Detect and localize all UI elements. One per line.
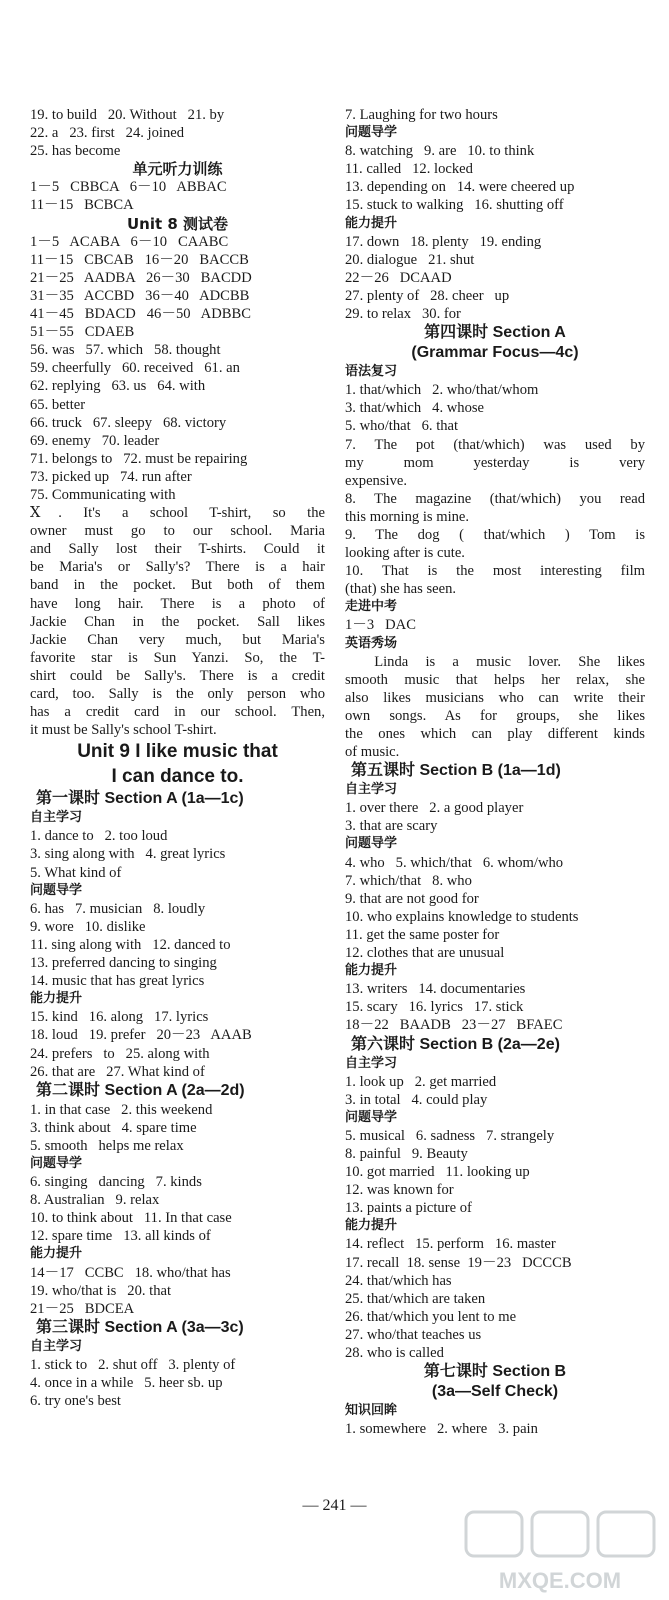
- paragraph-line: shirt could be Sally's. There is a credit: [30, 667, 325, 684]
- answer-line: 7. which/that 8. who: [345, 872, 472, 889]
- answer-line: 8. painful 9. Beauty: [345, 1145, 468, 1162]
- answer-line: 10. who explains knowledge to students: [345, 908, 579, 925]
- section-label: 知识回眸: [345, 1403, 398, 1419]
- paragraph-line: looking after is cute.: [345, 545, 465, 562]
- answer-line: 13. paints a picture of: [345, 1200, 472, 1217]
- answer-line: 27. who/that teaches us: [345, 1326, 482, 1343]
- answer-line: 1－3 DAC: [345, 617, 416, 634]
- section-label: 英语秀场: [345, 635, 398, 651]
- answer-line: 1. somewhere 2. where 3. pain: [345, 1421, 538, 1438]
- answer-line: 12. spare time 13. all kinds of: [30, 1228, 211, 1245]
- section-label: 自主学习: [30, 810, 83, 826]
- answer-line: 14－17 CCBC 18. who/that has: [30, 1264, 231, 1281]
- answer-line: 9. that are not good for: [345, 890, 479, 907]
- answer-line: 6. singing dancing 7. kinds: [30, 1174, 202, 1191]
- answer-line: 22. a 23. first 24. joined: [30, 125, 185, 142]
- paragraph: [345, 653, 645, 762]
- paragraph-line: my mom yesterday is very: [345, 454, 645, 471]
- paragraph: [345, 436, 645, 490]
- answer-line: 17. down 18. plenty 19. ending: [345, 233, 542, 250]
- answer-line: 27. plenty of 28. cheer up: [345, 287, 510, 304]
- paragraph-line: expensive.: [345, 472, 408, 489]
- paragraph-line: band in the pocket. But both of them: [30, 577, 325, 594]
- answer-line: 3. in total 4. could play: [345, 1091, 488, 1108]
- paragraph-line: owner must go to our school. Maria: [30, 523, 325, 540]
- unit-title: I can dance to.: [111, 766, 244, 788]
- answer-line: 1－5 CBBCA 6－10 ABBAC: [30, 179, 227, 196]
- answer-line: 71. belongs to 72. must be repairing: [30, 450, 248, 467]
- paragraph-line: it must be Sally's school T-shirt.: [30, 722, 217, 739]
- answer-line: 62. replying 63. us 64. with: [30, 378, 206, 395]
- section-label: 语法复习: [345, 364, 398, 380]
- answer-line: 17. recall 18. sense 19－23 DCCCB: [345, 1254, 572, 1271]
- lesson-heading: (Grammar Focus—4c): [411, 344, 579, 362]
- answer-line: 15. scary 16. lyrics 17. stick: [345, 999, 524, 1016]
- answer-line: 14. reflect 15. perform 16. master: [345, 1236, 556, 1253]
- answer-line: 29. to relax 30. for: [345, 306, 461, 323]
- answer-line: 3. that/which 4. whose: [345, 400, 485, 417]
- answer-line: 20. dialogue 21. shut: [345, 251, 475, 268]
- lesson-heading: 第七课时 Section B: [423, 1363, 567, 1381]
- answer-line: 31－35 ACCBD 36－40 ADCBB: [30, 287, 250, 304]
- lesson-heading: 第四课时 Section A: [424, 324, 566, 342]
- paragraph-line: (that) she has seen.: [345, 581, 457, 598]
- lesson-heading: 第五课时 Section B (1a—1d): [351, 762, 561, 780]
- paragraph-line: be Maria's or Sally's? There is a hair: [30, 559, 325, 576]
- section-label: 能力提升: [30, 1246, 83, 1262]
- unit-title: Unit 9 I like music that: [77, 741, 278, 763]
- answer-line: 15. kind 16. along 17. lyrics: [30, 1009, 209, 1026]
- answer-line: 25. has become: [30, 143, 121, 160]
- answer-line: 4. once in a while 5. heer sb. up: [30, 1375, 223, 1391]
- section-label: 问题导学: [30, 882, 83, 898]
- answer-line: 1. dance to 2. too loud: [30, 828, 168, 845]
- lesson-heading: 第一课时 Section A (1a—1c): [36, 790, 244, 808]
- watermark-logo: [458, 1508, 663, 1596]
- answer-line: 5. smooth helps me relax: [30, 1137, 184, 1154]
- section-label: 能力提升: [345, 215, 398, 231]
- answer-line: 6. has 7. musician 8. loudly: [30, 900, 206, 917]
- paragraph-line: own songs. As for groups, she likes: [345, 707, 645, 724]
- answer-line: 26. that/which you lent to me: [345, 1308, 517, 1325]
- section-label: 能力提升: [30, 991, 83, 1007]
- answer-line: 11－15 BCBCA: [30, 197, 134, 214]
- answer-line: 56. was 57. which 58. thought: [30, 342, 221, 359]
- answer-line: 8. Australian 9. relax: [30, 1192, 160, 1209]
- answer-line: 66. truck 67. sleepy 68. victory: [30, 414, 227, 431]
- lesson-heading: 第二课时 Section A (2a—2d): [36, 1081, 245, 1099]
- answer-line: 75. Communicating with: [30, 486, 176, 503]
- paragraph-line: smooth music that helps her relax, she: [345, 671, 645, 688]
- answer-line: 12. was known for: [345, 1182, 454, 1199]
- paragraph-line: 9. The dog ( that/which ) Tom is: [345, 526, 645, 543]
- lesson-heading: (3a—Self Check): [431, 1383, 559, 1401]
- answer-line: 22－26 DCAAD: [345, 269, 452, 286]
- answer-line: 1. in that case 2. this weekend: [30, 1101, 213, 1118]
- section-label: 走进中考: [345, 599, 398, 615]
- answer-line: 69. enemy 70. leader: [30, 432, 160, 449]
- answer-line: 9. wore 10. dislike: [30, 918, 146, 935]
- answer-line: 1. stick to 2. shut off 3. plenty of: [30, 1356, 236, 1373]
- paragraph: [30, 504, 325, 739]
- answer-line: 21－25 AADBA 26－30 BACDD: [30, 269, 252, 286]
- answer-line: 19. who/that is 20. that: [30, 1282, 172, 1299]
- answer-line: 3. sing along with 4. great lyrics: [30, 846, 226, 863]
- answer-line: 1－5 ACABA 6－10 CAABC: [30, 233, 229, 250]
- answer-line: 8. watching 9. are 10. to think: [345, 143, 535, 160]
- answer-line: 1. look up 2. get married: [345, 1073, 497, 1090]
- section-label: 能力提升: [345, 1218, 398, 1234]
- answer-line: 65. better: [30, 396, 86, 413]
- section-label: 自主学习: [345, 1055, 398, 1071]
- paragraph-line: 10. That is the most interesting film: [345, 563, 645, 580]
- paragraph-line: of music.: [345, 744, 400, 761]
- answer-line: 11－15 CBCAB 16－20 BACCB: [30, 251, 249, 268]
- answer-line: 15. stuck to walking 16. shutting off: [345, 197, 564, 214]
- answer-line: 18－22 BAADB 23－27 BFAEC: [345, 1017, 563, 1034]
- answer-line: 7. Laughing for two hours: [345, 107, 498, 123]
- watermark-text: MXQE.COM: [498, 1568, 622, 1593]
- answer-line: 24. prefers to 25. along with: [30, 1045, 210, 1062]
- paragraph-line: Linda is a music lover. She likes: [374, 653, 645, 670]
- paragraph-line: Jackie Chan very much, but Maria's: [30, 631, 325, 648]
- left-column: [30, 106, 325, 1410]
- answer-line: 13. writers 14. documentaries: [345, 981, 526, 998]
- answer-line: 11. sing along with 12. danced to: [30, 936, 231, 953]
- paragraph-line: 7. The pot (that/which) was used by: [345, 436, 645, 453]
- answer-line: 73. picked up 74. run after: [30, 468, 192, 485]
- paragraph: [345, 562, 645, 598]
- paragraph-line: card, too. Sally is the only person who: [30, 686, 325, 702]
- section-label: 问题导学: [30, 1155, 83, 1171]
- answer-line: 11. called 12. locked: [345, 161, 473, 178]
- answer-line: 10. got married 11. looking up: [345, 1164, 530, 1181]
- section-label: 问题导学: [345, 125, 398, 141]
- lesson-heading: 第六课时 Section B (2a—2e): [351, 1035, 560, 1053]
- answer-line: 13. preferred dancing to singing: [30, 955, 217, 972]
- answer-line: 21－25 BDCEA: [30, 1300, 135, 1317]
- answer-line: 1. over there 2. a good player: [345, 800, 524, 817]
- paragraph-line: the ones which can play different kinds: [345, 726, 645, 742]
- answer-line: 4. who 5. which/that 6. whom/who: [345, 854, 564, 871]
- answer-line: 19. to build 20. Without 21. by: [30, 107, 225, 123]
- answer-line: 26. that are 27. What kind of: [30, 1063, 205, 1080]
- answer-line: 1. that/which 2. who/that/whom: [345, 382, 539, 399]
- section-label: 自主学习: [30, 1338, 83, 1354]
- paragraph-line: Jackie Chan in the pocket. Sall likes: [30, 613, 325, 630]
- paragraph-line: 8. The magazine (that/which) you read: [345, 490, 645, 507]
- answer-line: 6. try one's best: [30, 1393, 121, 1410]
- answer-line: 5. who/that 6. that: [345, 418, 459, 435]
- paragraph-line: Ⅹ. It's a school T-shirt, so the: [30, 505, 325, 522]
- answer-line: 3. think about 4. spare time: [30, 1119, 197, 1136]
- answer-line: 28. who is called: [345, 1345, 444, 1361]
- answer-line: 12. clothes that are unusual: [345, 945, 505, 962]
- answer-line: 25. that/which are taken: [345, 1290, 486, 1307]
- answer-line: 51－55 CDAEB: [30, 324, 135, 341]
- answer-line: 24. that/which has: [345, 1272, 452, 1289]
- answer-line: 13. depending on 14. were cheered up: [345, 179, 575, 196]
- answer-line: 41－45 BDACD 46－50 ADBBC: [30, 306, 251, 323]
- page-number: — 241 —: [302, 1497, 367, 1514]
- answer-line: 14. music that has great lyrics: [30, 973, 205, 990]
- paragraph: [345, 526, 645, 562]
- paragraph-line: have long hair. There is a photo of: [30, 595, 325, 612]
- paragraph: [345, 490, 645, 526]
- answer-line: 11. get the same poster for: [345, 926, 500, 943]
- paragraph-line: this morning is mine.: [345, 508, 470, 525]
- lesson-heading: 第三课时 Section A (3a—3c): [36, 1318, 244, 1336]
- answer-line: 5. What kind of: [30, 864, 122, 881]
- answer-line: 3. that are scary: [345, 818, 438, 835]
- paragraph-line: favorite star is Sun Yanzi. So, the T-: [30, 649, 325, 666]
- right-column: [345, 106, 645, 1438]
- answer-line: 5. musical 6. sadness 7. strangely: [345, 1127, 555, 1144]
- section-label: 问题导学: [345, 836, 398, 852]
- answer-line: 59. cheerfully 60. received 61. an: [30, 360, 240, 377]
- answer-line: 18. loud 19. prefer 20－23 AAAB: [30, 1027, 252, 1044]
- paragraph-line: and Sally lost their T-shirts. Could it: [30, 541, 325, 558]
- section-label: 自主学习: [345, 782, 398, 798]
- answer-line: 10. to think about 11. In that case: [30, 1210, 232, 1227]
- paragraph-line: has a credit card in our school. Then,: [30, 704, 325, 721]
- heading: 单元听力训练: [132, 160, 223, 179]
- section-label: 能力提升: [345, 963, 398, 979]
- paragraph-line: also likes musicians who can write their: [345, 689, 645, 706]
- heading: Unit 8 测试卷: [126, 214, 229, 233]
- section-label: 问题导学: [345, 1109, 398, 1125]
